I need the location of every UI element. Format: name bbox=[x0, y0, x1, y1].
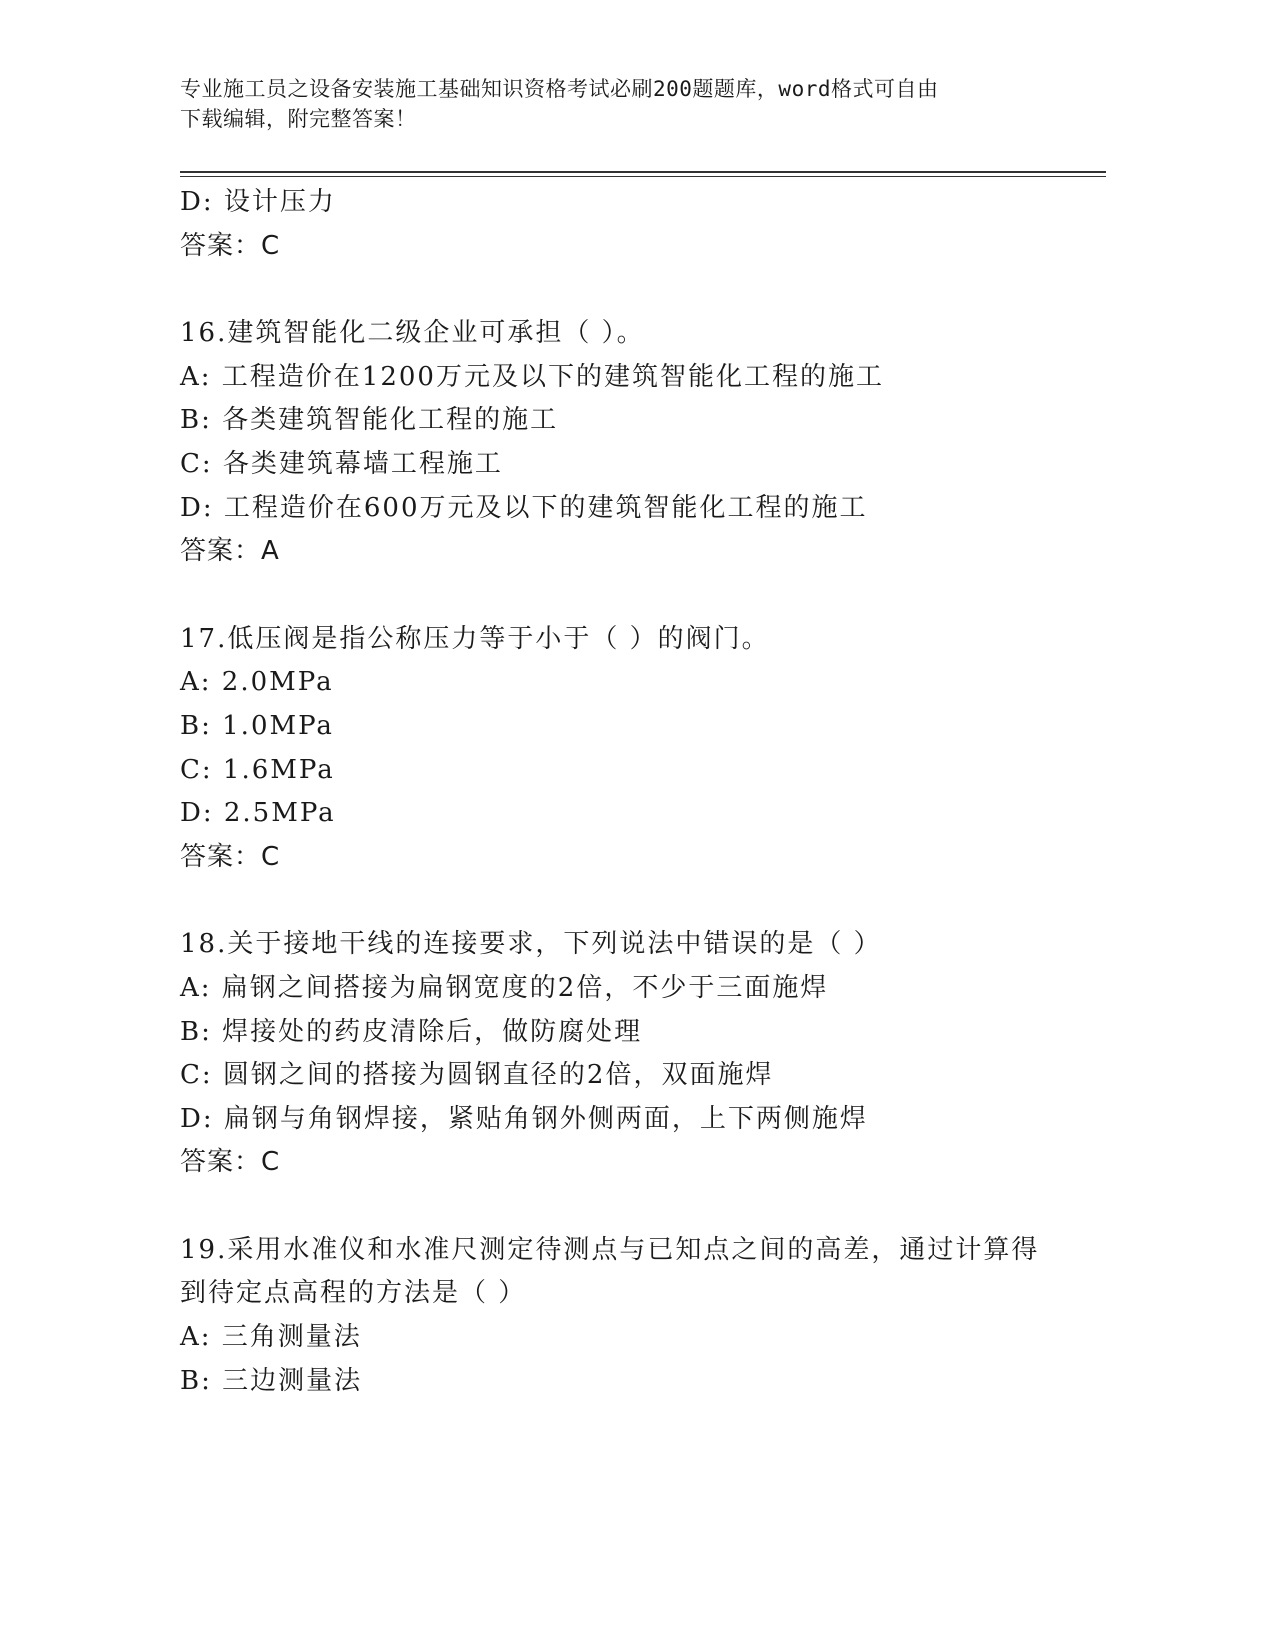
spacer bbox=[180, 879, 1080, 923]
question-16-text: 16.建筑智能化二级企业可承担（ ）。 bbox=[180, 318, 645, 349]
header-divider-thick bbox=[180, 171, 1106, 173]
question-19-option-b: B: 三边测量法 bbox=[180, 1365, 363, 1396]
question-17-option-d: D: 2.5MPa bbox=[180, 798, 336, 829]
question-17-option-c: C: 1.6MPa bbox=[180, 754, 335, 785]
question-18-option-d: D: 扁钢与角钢焊接，紧贴角钢外侧两面，上下两侧施焊 bbox=[180, 1103, 868, 1134]
question-18-option-a: A: 扁钢之间搭接为扁钢宽度的2倍，不少于三面施焊 bbox=[180, 972, 829, 1003]
prev-answer: 答案：C bbox=[180, 230, 281, 261]
question-17-option-a: A: 2.0MPa bbox=[180, 667, 334, 698]
question-19-text-line-2: 到待定点高程的方法是（ ） bbox=[180, 1278, 527, 1309]
question-17-text: 17.低压阀是指公称压力等于小于（ ）的阀门。 bbox=[180, 623, 770, 654]
header-divider-thin bbox=[180, 176, 1106, 177]
question-16-option-a: A: 工程造价在1200万元及以下的建筑智能化工程的施工 bbox=[180, 361, 884, 392]
question-19-text-line-1: 19.采用水准仪和水准尺测定待测点与已知点之间的高差，通过计算得 bbox=[180, 1234, 1040, 1265]
document-header bbox=[180, 74, 1040, 134]
spacer bbox=[180, 574, 1080, 618]
spacer bbox=[180, 1185, 1080, 1229]
question-16-option-c: C: 各类建筑幕墙工程施工 bbox=[180, 448, 503, 479]
question-18-option-b: B: 焊接处的药皮清除后，做防腐处理 bbox=[180, 1016, 643, 1047]
question-16-answer: 答案：A bbox=[180, 536, 280, 567]
prev-option-d: D: 设计压力 bbox=[180, 187, 336, 217]
question-18-option-c: C: 圆钢之间的搭接为圆钢直径的2倍，双面施焊 bbox=[180, 1060, 774, 1091]
question-16-option-d: D: 工程造价在600万元及以下的建筑智能化工程的施工 bbox=[180, 492, 868, 523]
spacer bbox=[180, 268, 1080, 312]
question-content bbox=[180, 181, 1080, 1403]
question-18-text: 18.关于接地干线的连接要求，下列说法中错误的是（ ） bbox=[180, 929, 882, 960]
header-line-1: 专业施工员之设备安装施工基础知识资格考试必刷200题题库，word格式可自由 bbox=[180, 77, 939, 101]
question-18-answer: 答案：C bbox=[180, 1147, 281, 1178]
question-17-option-b: B: 1.0MPa bbox=[180, 710, 334, 741]
question-19-option-a: A: 三角测量法 bbox=[180, 1322, 362, 1353]
header-line-2: 下载编辑，附完整答案！ bbox=[180, 107, 417, 131]
question-16-option-b: B: 各类建筑智能化工程的施工 bbox=[180, 405, 559, 436]
question-17-answer: 答案：C bbox=[180, 841, 281, 872]
